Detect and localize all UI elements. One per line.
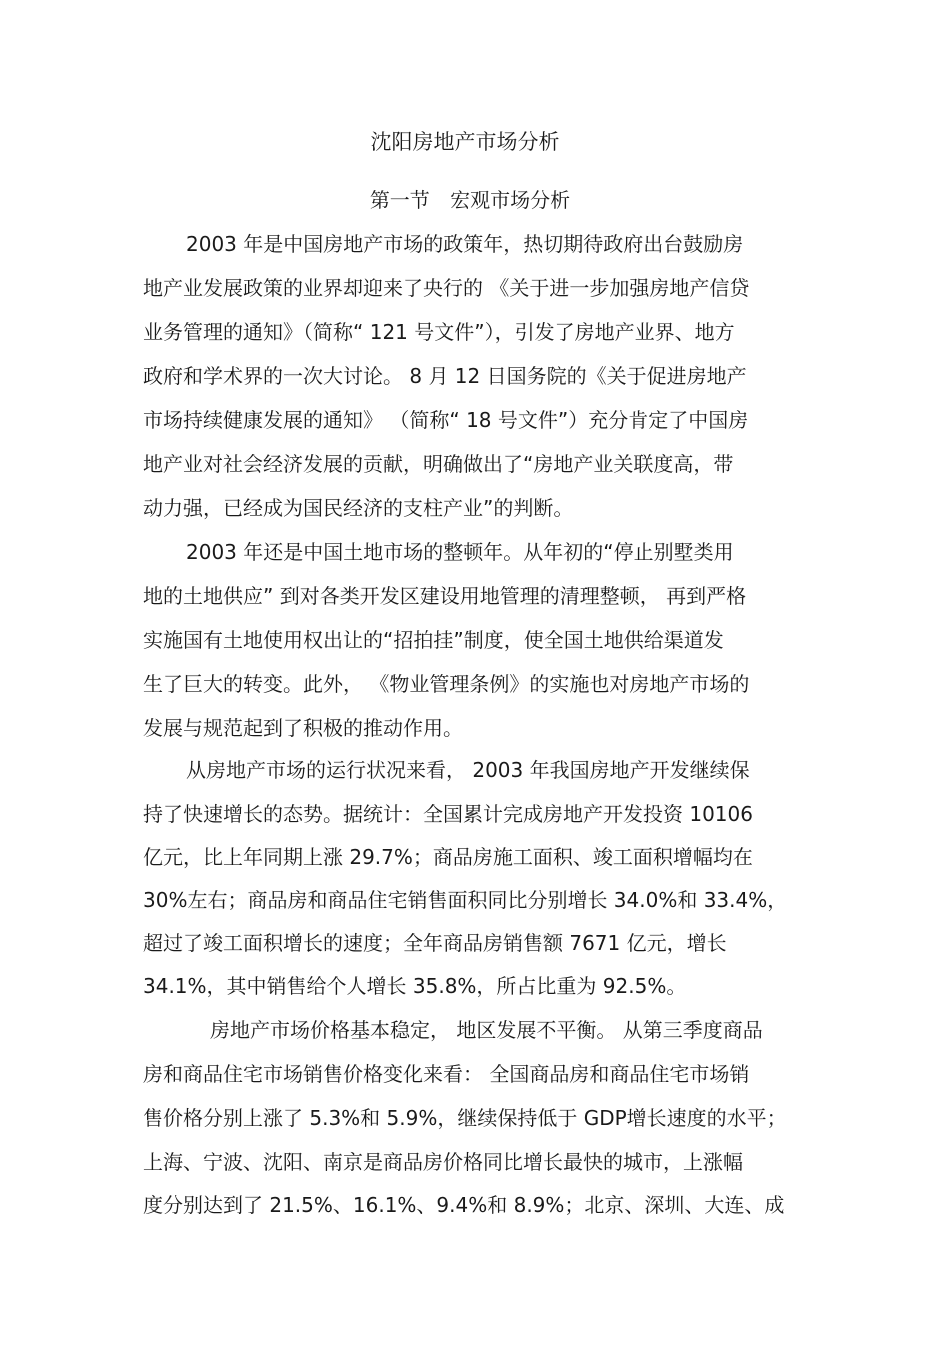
paragraph-line: 生了巨大的转变。此外， 《物业管理条例》的实施也对房地产市场的 (143, 672, 750, 696)
paragraph-line: 地产业发展政策的业界却迎来了央行的 《关于进一步加强房地产信贷 (143, 276, 750, 300)
paragraph-line: 动力强，已经成为国民经济的支柱产业”的判断。 (143, 496, 574, 520)
paragraph-line: 超过了竣工面积增长的速度；全年商品房销售额 7671 亿元，增长 (143, 931, 727, 955)
paragraph-line: 亿元，比上年同期上涨 29.7%；商品房施工面积、竣工面积增幅均在 (143, 845, 753, 869)
paragraph-line: 业务管理的通知》（简称“ 121 号文件”），引发了房地产业界、地方 (143, 320, 735, 344)
paragraph-line: 34.1%，其中销售给个人增长 35.8%，所占比重为 92.5%。 (143, 974, 687, 998)
paragraph-line: 发展与规范起到了积极的推动作用。 (143, 716, 463, 740)
paragraph-line: 2003 年是中国房地产市场的政策年，热切期待政府出台鼓励房 (186, 232, 744, 256)
paragraph-line: 2003 年还是中国土地市场的整顿年。从年初的“停止别墅类用 (186, 540, 734, 564)
paragraph-line: 地的土地供应” 到对各类开发区建设用地管理的清理整顿， 再到严格 (143, 584, 747, 608)
paragraph-line: 房地产市场价格基本稳定， 地区发展不平衡。 从第三季度商品 (210, 1018, 763, 1042)
paragraph-line: 市场持续健康发展的通知》 （简称“ 18 号文件”）充分肯定了中国房 (143, 408, 749, 432)
paragraph-line: 持了快速增长的态势。据统计：全国累计完成房地产开发投资 10106 (143, 802, 753, 826)
paragraph-line: 30%左右；商品房和商品住宅销售面积同比分别增长 34.0%和 33.4%， (143, 888, 788, 912)
paragraph-line: 从房地产市场的运行状况来看， 2003 年我国房地产开发继续保 (186, 758, 750, 782)
section-heading: 第一节 宏观市场分析 (369, 188, 571, 212)
paragraph-line: 地产业对社会经济发展的贡献，明确做出了“房地产业关联度高，带 (143, 452, 734, 476)
paragraph-line: 政府和学术界的一次大讨论。 8 月 12 日国务院的《关于促进房地产 (143, 364, 747, 388)
paragraph-line: 售价格分别上涨了 5.3%和 5.9%，继续保持低于 GDP增长速度的水平； (143, 1106, 787, 1130)
paragraph-line: 房和商品住宅市场销售价格变化来看： 全国商品房和商品住宅市场销 (143, 1062, 750, 1086)
paragraph-line: 度分别达到了 21.5%、16.1%、9.4%和 8.9%；北京、深圳、大连、成 (143, 1193, 785, 1217)
paragraph-line: 上海、宁波、沈阳、南京是商品房价格同比增长最快的城市，上涨幅 (143, 1150, 743, 1174)
document-title: 沈阳房地产市场分析 (370, 130, 560, 154)
paragraph-line: 实施国有土地使用权出让的“招拍挂”制度，使全国土地供给渠道发 (143, 628, 724, 652)
